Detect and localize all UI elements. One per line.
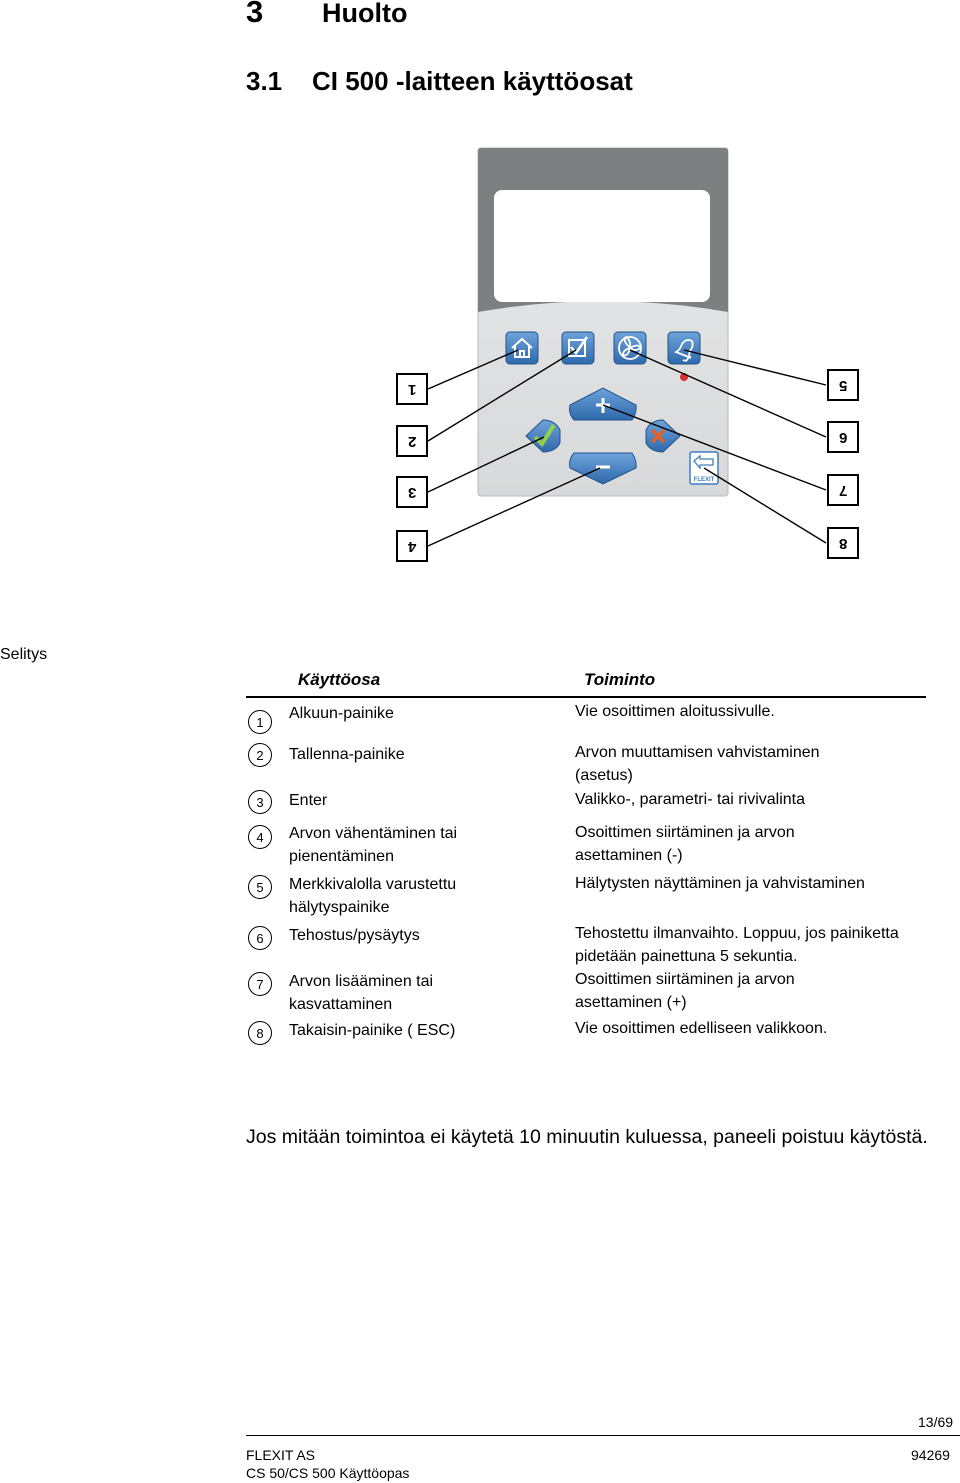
chapter-number: 3	[246, 0, 264, 29]
row-part: Tallenna-painike	[289, 746, 405, 763]
save-button[interactable]	[562, 332, 594, 364]
footer-title: CS 50/CS 500 Käyttöopas	[246, 1465, 410, 1481]
chapter-title: Huolto	[322, 0, 408, 28]
row-part: Enter	[289, 792, 328, 809]
header-rule	[246, 696, 926, 698]
section-number: 3.1	[246, 66, 283, 96]
row-number: 1	[248, 710, 272, 734]
callout-5: 5	[827, 369, 859, 401]
callout-7: 7	[827, 474, 859, 506]
row-function: Tehostettu ilmanvaihto. Loppuu, jos painiketta pidetään painettuna 5 sekuntia.	[575, 925, 899, 965]
footer-company: FLEXIT AS	[246, 1447, 315, 1463]
callout-2: 2	[396, 425, 428, 457]
row-function: Hälytysten näyttäminen ja vahvistaminen	[575, 875, 865, 892]
row-number: 3	[248, 790, 272, 814]
row-number: 7	[248, 972, 272, 996]
boost-stop-button[interactable]	[614, 332, 646, 364]
alarm-button[interactable]	[668, 332, 700, 364]
row-number: 6	[248, 926, 272, 950]
row-part: Arvon vähentäminen tai pienentäminen	[289, 825, 458, 865]
column-header-part: Käyttöosa	[298, 670, 381, 689]
callout-8: 8	[827, 527, 859, 559]
row-part: Alkuun-painike	[289, 705, 394, 722]
section-title: CI 500 -laitteen käyttöosat	[312, 66, 633, 96]
row-function: Vie osoittimen aloitussivulle.	[575, 703, 775, 720]
display-screen	[494, 190, 710, 302]
row-function: Osoittimen siirtäminen ja arvon asettaminen (-)	[575, 824, 795, 864]
page-number: 13/69	[918, 1414, 954, 1430]
row-function: Vie osoittimen edelliseen valikkoon.	[575, 1020, 828, 1037]
row-part: Arvon lisääminen tai kasvattaminen	[289, 973, 434, 1013]
row-function: Arvon muuttamisen vahvistaminen (asetus)	[575, 744, 820, 784]
callout-3: 3	[396, 476, 428, 508]
control-panel-illustration	[0, 0, 960, 600]
panel-body	[478, 148, 728, 496]
callout-4: 4	[396, 530, 428, 562]
row-number: 8	[248, 1021, 272, 1045]
row-function: Osoittimen siirtäminen ja arvon asettaminen (+)	[575, 971, 795, 1011]
callout-1: 1	[396, 373, 428, 405]
svg-text:FLEXIT: FLEXIT	[693, 477, 715, 483]
inactivity-note: Jos mitään toimintoa ei käytetä 10 minuutin kuluessa, paneeli poistuu käytöstä.	[246, 1126, 928, 1148]
row-part: Merkkivalolla varustettu hälytyspainike	[289, 876, 457, 916]
legend-label: Selitys	[0, 646, 48, 663]
row-number: 5	[248, 875, 272, 899]
row-number: 4	[248, 825, 272, 849]
row-number: 2	[248, 743, 272, 767]
row-part: Takaisin-painike ( ESC)	[289, 1022, 456, 1039]
row-function: Valikko-, parametri- tai rivivalinta	[575, 791, 805, 808]
footer-docnum: 94269	[911, 1447, 950, 1463]
footer-rule	[246, 1435, 960, 1436]
callout-6: 6	[827, 421, 859, 453]
row-part: Tehostus/pysäytys	[289, 927, 420, 944]
column-header-function: Toiminto	[584, 670, 656, 689]
home-button[interactable]	[506, 332, 538, 364]
